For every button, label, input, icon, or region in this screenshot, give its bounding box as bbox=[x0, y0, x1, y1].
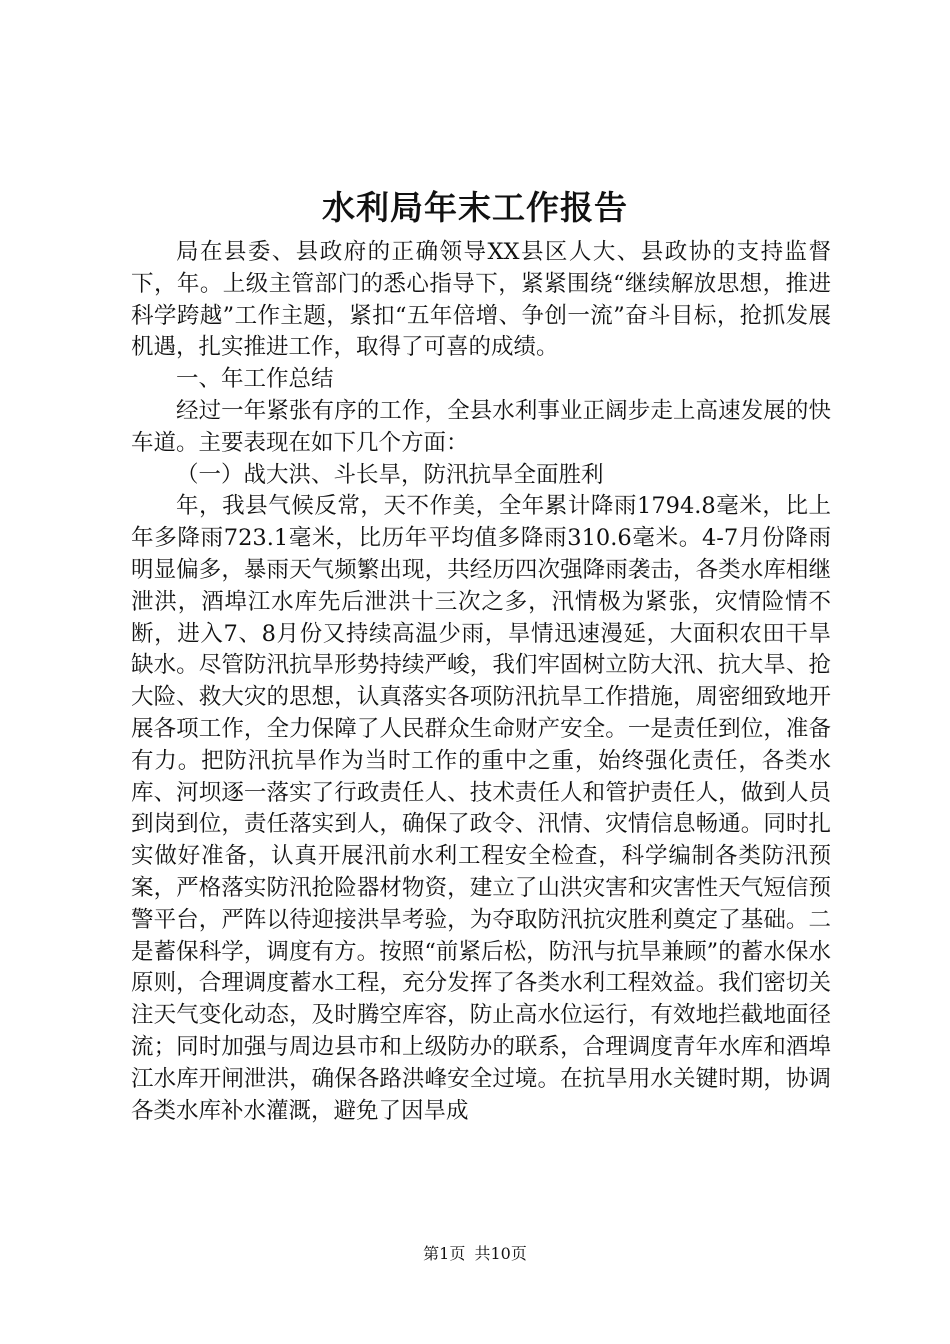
paragraph-flood-drought: 年，我县气候反常，天不作美，全年累计降雨1794.8毫米，比上年多降雨723.1毫米，比历年平均值多降雨310.6毫米。4-7月份降雨明显偏多，暴雨天气频繁出现，共经历四次强降雨袭击，各类水库相继泄洪，酒埠江水库先后泄洪十三次之多，汛情极为紧张，灾情险情不断，进入7、8月份又持续高温少雨，旱情迅速漫延，大面积农田干旱缺水。尽管防汛抗旱形势持续严峻，我们牢固树立防大汛、抗大旱、抢大险、救大灾的思想，认真落实各项防汛抗旱工作措施，周密细致地开展各项工作，全力保障了人民群众生命财产安全。一是责任到位，准备有力。把防汛抗旱作为当时工作的重中之重，始终强化责任，各类水库、河坝逐一落实了行政责任人、技术责任人和管护责任人，做到人员到岗到位，责任落实到人，确保了政令、汛情、灾情信息畅通。同时扎实做好准备，认真开展汛前水利工程安全检查，科学编制各类防汛预案，严格落实防汛抢险器材物资，建立了山洪灾害和灾害性天气短信预警平台，严阵以待迎接洪旱考验，为夺取防汛抗灾胜利奠定了基础。二是蓄保科学，调度有方。按照“前紧后松，防汛与抗旱兼顾”的蓄水保水原则，合理调度蓄水工程，充分发挥了各类水利工程效益。我们密切关注天气变化动态，及时腾空库容，防止高水位运行，有效地拦截地面径流；同时加强与周边县市和上级防办的联系，合理调度青年水库和酒埠江水库开闸泄洪，确保各路洪峰安全过境。在抗旱用水关键时期，协调各类水库补水灌溉，避免了因旱成 bbox=[131, 493, 831, 1124]
section-heading: 一、年工作总结 bbox=[176, 366, 334, 393]
subsection-heading: （一）战大洪、斗长旱，防汛抗旱全面胜利 bbox=[176, 461, 604, 488]
paragraph-intro: 局在县委、县政府的正确领导XX县区人大、县政协的支持监督下，年。上级主管部门的悉心指导下，紧紧围绕“继续解放思想，推进科学跨越”工作主题，紧扣“五年倍增、争创一流”奋斗目标，抢抓发展机遇，扎实推进工作，取得了可喜的成绩。 bbox=[131, 239, 831, 361]
document-body bbox=[131, 237, 831, 1127]
document-title: 水利局年末工作报告 bbox=[322, 188, 628, 227]
paragraph-summary: 经过一年紧张有序的工作，全县水利事业正阔步走上高速发展的快车道。主要表现在如下几个方面： bbox=[131, 397, 831, 456]
page-footer bbox=[0, 1243, 950, 1265]
page-number: 第1页 bbox=[423, 1244, 466, 1263]
page-total: 共10页 bbox=[474, 1244, 527, 1263]
